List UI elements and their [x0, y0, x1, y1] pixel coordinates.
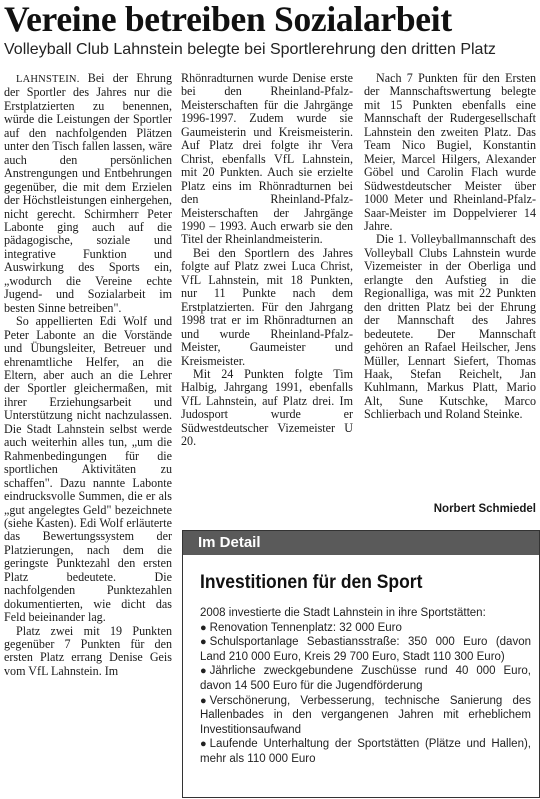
list-item [200, 664, 531, 693]
info-box [182, 530, 540, 798]
bullet-icon: ● [200, 636, 207, 649]
bullet-icon: ● [200, 694, 207, 707]
list-item-text: Laufende Unterhaltung der Sportstätten (Plätze und Hallen), mehr als 110 000 Euro [200, 738, 531, 765]
list-item [200, 621, 531, 636]
list-item-text: Renovation Tennenplatz: 32 000 Euro [209, 621, 402, 634]
article-column-2 [181, 72, 353, 512]
info-box-lead: 2008 investierte die Stadt Lahnstein in ihre Sportstätten: [200, 607, 486, 619]
paragraph [4, 72, 172, 315]
list-item-text: Verschönerung, Verbesserung, technische Sanierung des Hallenbades in den vergangenen Jahren mit erheblichem Investitionsaufwand [200, 694, 531, 736]
info-box-title: Investitionen für den Sport [200, 572, 423, 593]
paragraph: Die 1. Volleyballmannschaft des Volleyball Clubs Lahnstein wurde Vizemeister in der Oberliga und erlangte den Aufstieg in die Regionalliga, was mit 22 Punkten den dritten Platz bei der Ehrung der Mannschaft des Jahres bedeutete. Der Mannschaft gehören an Rafael Heilscher, Jens Müller, Lennart Siefert, Thomas Haak, Stefan Reichelt, Jan Kuhlmann, Markus Platt, Mario Alt, Sune Kutschke, Marco Schlierbach und Roland Steinke. [364, 232, 536, 422]
list-item [200, 694, 531, 738]
article-column-3 [364, 72, 536, 512]
list-item-text: Schulsportanlage Sebastiansstraße: 350 000 Euro (davon Land 210 000 Euro, Kreis 29 700 Euro, Stadt 110 300 Euro) [200, 636, 531, 663]
paragraph: Mit 24 Punkten folgte Tim Halbig, Jahrgang 1991, ebenfalls VfL Lahnstein, auf Platz drei. Im Judosport wurde er Südwestdeutscher Vizemeister U 20. [181, 366, 353, 449]
bullet-icon: ● [200, 738, 207, 751]
investment-list [200, 621, 531, 767]
paragraph: Nach 7 Punkten für den Ersten der Mannschaftswertung belegte mit 15 Punkten ebenfalls eine Mannschaft der Rudergesellschaft Lahnstein den zweiten Platz. Das Team Nico Bugiel, Konstantin Meier, Marcel Hilgers, Alexander Göbel und Carolin Flach wurde Südwestdeutscher Meister über 1000 Meter und Rheinland-Pfalz-Saar-Meister im Doppelvierer 14 Jahre. [364, 72, 536, 233]
paragraph: Bei den Sportlern des Jahres folgte auf Platz zwei Luca Christ, VfL Lahnstein, mit 18 Punkten, nur 11 Punkte nach dem Erstplatzierten. Für den Jahrgang 1998 trat er im Rhönradturnen an und wurde Rheinland-Pfalz-Meister, Gaumeister und Kreismeister. [181, 245, 353, 368]
list-item-text: Jährliche zweckgebundene Zuschüsse rund 40 000 Euro, davon 14 500 Euro für die Jugendförderung [200, 665, 531, 692]
info-box-tab: Im Detail [183, 531, 539, 555]
article-column-1 [4, 72, 172, 796]
paragraph-text: Bei der Ehrung der Sportler des Jahres nur die Erstplatzierten zu benennen, würde die Leistungen der Sportler auf den nachfolgenden Plätzen unter den Tisch fallen lassen, wäre auch den persönlichen Anstrengungen und Entbehrungen gegenüber, die mit dem Erzielen der Höchstleistungen einhergehen, nicht gerecht. Schirmherr Peter Labonte ging auch auf die pädagogische, soziale und integrative Funktion und Auswirkung des Sports ein, „wodurch die Vereine echte Jugend- und Sozialarbeit im besten Sinne betreiben". [4, 72, 172, 315]
info-box-body [200, 606, 531, 767]
headline: Vereine betreiben Sozialarbeit [4, 0, 452, 39]
subheadline: Volleyball Club Lahnstein belegte bei Sportlerehrung den dritten Platz [4, 41, 496, 58]
list-item [200, 737, 531, 766]
paragraph: So appellierten Edi Wolf und Peter Labonte an die Vorstände und Übungsleiter, Betreuer und ehrenamtliche Helfer, an die Eltern, aber auch an die Lehrer der Sportler gleichermaßen, mit ihrer Erziehungsarbeit und Unterstützung nicht nachzulassen. Die Stadt Lahnstein selbst werde auch weiterhin alles tun, „um die Rahmenbedingungen für die sportlichen Aktivitäten zu schaffen". Dazu nannte Labonte eindrucksvolle Summen, die er als „gut angelegtes Geld" bezeichnete (siehe Kasten). Edi Wolf erläuterte das Bewertungssystem der Platzierungen, nach dem die geringste Punktezahl den ersten Platz bedeutete. Die nachfolgenden Punktezahlen dokumentierten, wie dicht das Feld beieinander lag. [4, 314, 172, 625]
bullet-icon: ● [200, 621, 207, 634]
paragraph: Platz zwei mit 19 Punkten gegenüber 7 Punkten für den ersten Platz errang Denise Geis vom VfL Lahnstein. Im [4, 623, 172, 678]
dateline: LAHNSTEIN. [16, 74, 80, 85]
list-item [200, 635, 531, 664]
bullet-icon: ● [200, 665, 207, 678]
paragraph: Rhönradturnen wurde Denise erste bei den Rheinland-Pfalz-Meisterschaften für die Jahrgänge 1996-1997. Zudem wurde sie Gaumeisterin und Kreismeisterin. Auf Platz drei folgte ihr Vera Christ, ebenfalls VfL Lahnstein, mit 20 Punkten. Auch sie erzielte Platz eins im Rhönradturnen bei den Rheinland-Pfalz-Meisterschaften der Jahrgänge 1990 – 1993. Auch erwarb sie den Titel der Rheinlandmeisterin. [181, 72, 353, 247]
author-byline: Norbert Schmiedel [433, 503, 536, 515]
